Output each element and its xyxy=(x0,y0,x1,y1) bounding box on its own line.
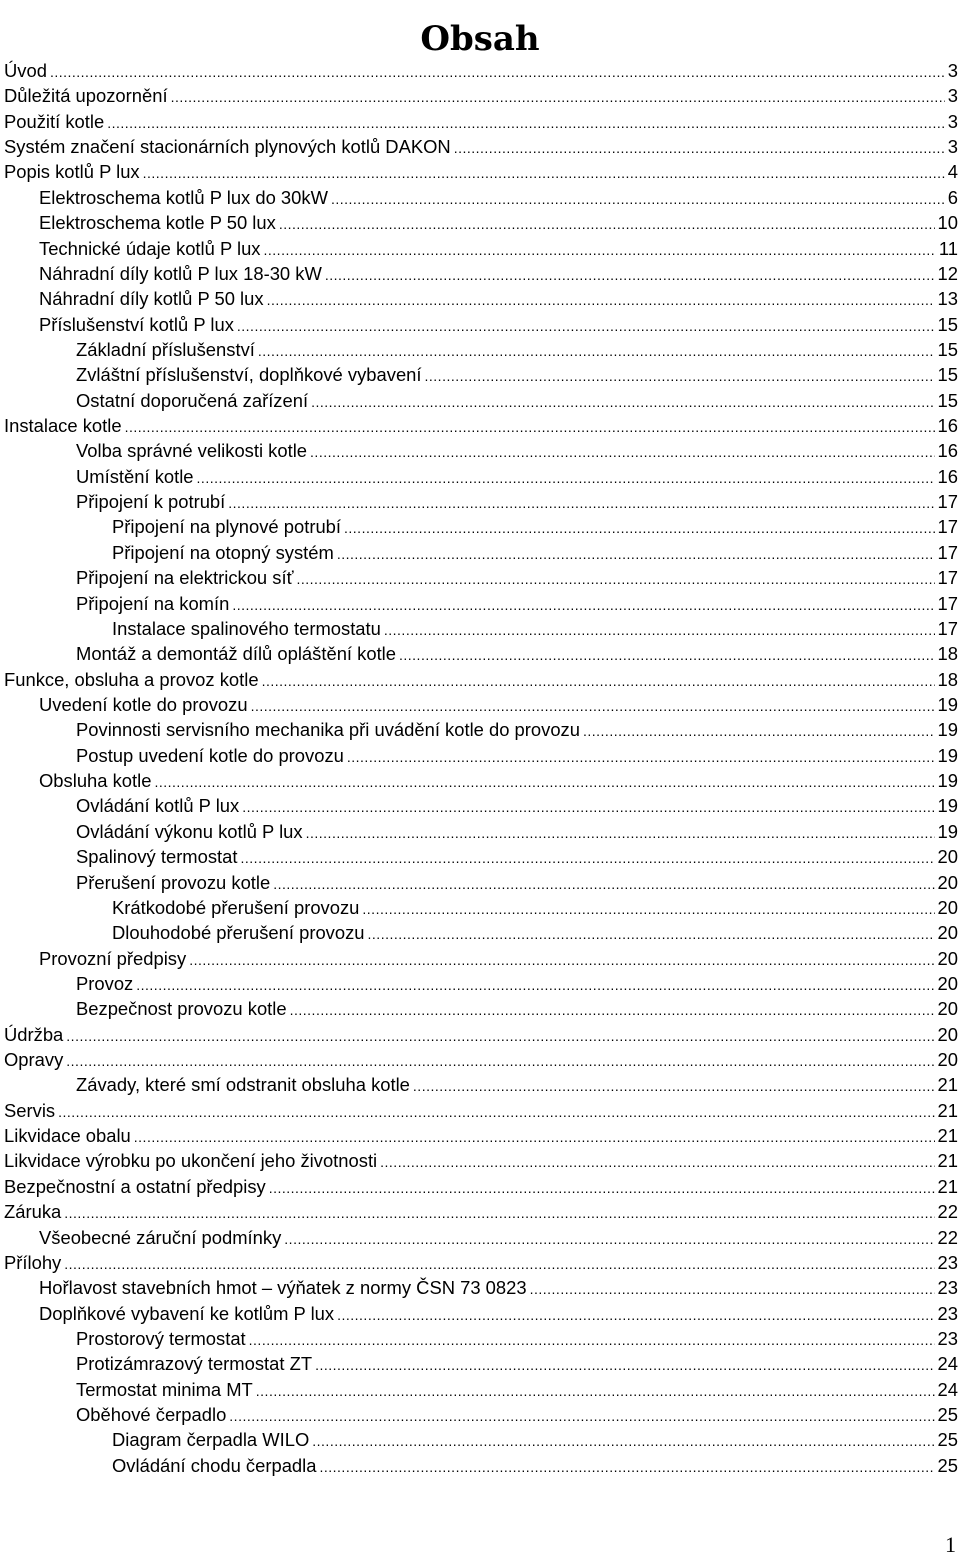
toc-entry-page: 23 xyxy=(937,1302,958,1324)
toc-dot-leader xyxy=(530,1277,935,1302)
toc-dot-leader xyxy=(50,60,945,85)
toc-entry[interactable] xyxy=(4,1098,958,1123)
toc-entry[interactable] xyxy=(4,1174,958,1199)
toc-entry-label: Závady, které smí odstranit obsluha kotle xyxy=(76,1074,410,1096)
toc-entry-page: 21 xyxy=(937,1125,958,1147)
toc-dot-leader xyxy=(64,1252,934,1277)
toc-entry-label: Připojení na elektrickou síť xyxy=(76,567,294,589)
toc-entry-label: Provozní předpisy xyxy=(39,947,187,969)
toc-dot-leader xyxy=(384,618,935,643)
toc-entry-label: Přílohy xyxy=(4,1251,62,1273)
toc-entry-label: Ostatní doporučená zařízení xyxy=(76,389,309,411)
toc-dot-leader xyxy=(256,1379,935,1404)
toc-entry-page: 11 xyxy=(938,237,958,259)
toc-dot-leader xyxy=(251,694,935,719)
toc-entry[interactable] xyxy=(4,109,958,134)
toc-dot-leader xyxy=(242,795,934,820)
toc-entry-page: 23 xyxy=(937,1277,958,1299)
toc-entry[interactable] xyxy=(4,236,958,261)
toc-entry-label: Oběhové čerpadlo xyxy=(76,1404,227,1426)
toc-entry-label: Příslušenství kotlů P lux xyxy=(39,313,234,335)
toc-dot-leader xyxy=(228,491,934,516)
toc-entry[interactable] xyxy=(4,793,958,818)
toc-dot-leader xyxy=(267,288,935,313)
toc-entry-page: 12 xyxy=(937,262,958,284)
toc-entry[interactable] xyxy=(4,489,958,514)
toc-entry[interactable] xyxy=(4,844,958,869)
toc-entry-page: 18 xyxy=(937,643,958,665)
toc-dot-leader xyxy=(125,415,935,440)
toc-entry[interactable] xyxy=(4,1199,958,1224)
toc-entry[interactable] xyxy=(4,743,958,768)
toc-dot-leader xyxy=(279,212,935,237)
toc-entry-page: 3 xyxy=(947,136,958,158)
page-title: Obsah xyxy=(420,18,540,59)
toc-dot-leader xyxy=(197,466,935,491)
toc-entry-label: Obsluha kotle xyxy=(39,770,152,792)
toc-entry[interactable] xyxy=(4,616,958,641)
toc-entry-page: 21 xyxy=(937,1175,958,1197)
toc-dot-leader xyxy=(241,846,935,871)
toc-dot-leader xyxy=(325,263,935,288)
toc-entry-label: Záruka xyxy=(4,1201,62,1223)
toc-entry-label: Povinnosti servisního mechanika při uvádění kotle do provozu xyxy=(76,719,580,741)
toc-dot-leader xyxy=(312,1429,934,1454)
toc-entry[interactable] xyxy=(4,692,958,717)
toc-entry-label: Dlouhodobé přerušení provozu xyxy=(112,922,365,944)
toc-entry-page: 17 xyxy=(937,541,958,563)
toc-entry-page: 16 xyxy=(937,415,958,437)
toc-entry-label: Volba správné velikosti kotle xyxy=(76,440,308,462)
toc-entry[interactable] xyxy=(4,286,958,311)
toc-entry[interactable] xyxy=(4,159,958,184)
toc-entry[interactable] xyxy=(4,438,958,463)
toc-entry-label: Použití kotle xyxy=(4,110,105,132)
toc-entry[interactable] xyxy=(4,312,958,337)
toc-entry-label: Hořlavost stavebních hmot – výňatek z normy ČSN 73 0823 xyxy=(39,1277,527,1299)
toc-entry-page: 19 xyxy=(937,770,958,792)
toc-entry[interactable] xyxy=(4,83,958,108)
toc-entry-page: 4 xyxy=(947,161,958,183)
toc-entry-page: 19 xyxy=(937,719,958,741)
toc-entry[interactable] xyxy=(4,185,958,210)
toc-entry-label: Náhradní díly kotlů P lux 18-30 kW xyxy=(39,262,322,284)
toc-entry-page: 3 xyxy=(947,110,958,132)
toc-entry-label: Provoz xyxy=(76,972,134,994)
toc-entry[interactable] xyxy=(4,920,958,945)
toc-dot-leader xyxy=(262,669,935,694)
toc-entry-page: 20 xyxy=(937,896,958,918)
toc-dot-leader xyxy=(454,136,945,161)
toc-dot-leader xyxy=(66,1049,934,1074)
toc-dot-leader xyxy=(296,567,934,592)
toc-dot-leader xyxy=(264,238,936,263)
toc-dot-leader xyxy=(337,1303,934,1328)
toc-dot-leader xyxy=(362,897,934,922)
toc-entry[interactable] xyxy=(4,819,958,844)
toc-entry[interactable] xyxy=(4,540,958,565)
toc-entry-page: 3 xyxy=(947,85,958,107)
toc-entry-page: 17 xyxy=(937,592,958,614)
toc-entry-page: 6 xyxy=(947,186,958,208)
toc-entry-label: Protizámrazový termostat ZT xyxy=(76,1353,313,1375)
toc-entry-label: Instalace spalinového termostatu xyxy=(112,617,381,639)
toc-entry-label: Ovládání kotlů P lux xyxy=(76,795,240,817)
toc-entry-page: 20 xyxy=(937,871,958,893)
toc-dot-leader xyxy=(143,161,945,186)
toc-entry[interactable] xyxy=(4,1453,958,1478)
toc-entry-label: Likvidace obalu xyxy=(4,1125,131,1147)
toc-dot-leader xyxy=(290,998,935,1023)
toc-dot-leader xyxy=(583,719,935,744)
toc-entry-label: Údržba xyxy=(4,1023,64,1045)
toc-entry-label: Základní příslušenství xyxy=(76,338,255,360)
toc-dot-leader xyxy=(58,1100,934,1125)
toc-dot-leader xyxy=(413,1074,935,1099)
toc-entry-label: Postup uvedení kotle do provozu xyxy=(76,744,344,766)
toc-entry[interactable] xyxy=(4,261,958,286)
toc-entry[interactable] xyxy=(4,946,958,971)
toc-entry[interactable] xyxy=(4,1427,958,1452)
toc-entry-page: 25 xyxy=(937,1404,958,1426)
toc-entry-label: Doplňkové vybavení ke kotlům P lux xyxy=(39,1302,335,1324)
toc-entry[interactable] xyxy=(4,337,958,362)
toc-entry[interactable] xyxy=(4,1326,958,1351)
toc-dot-leader xyxy=(229,1404,934,1429)
toc-entry-label: Servis xyxy=(4,1099,56,1121)
toc-entry-label: Systém značení stacionárních plynových kotlů DAKON xyxy=(4,136,451,158)
toc-entry-page: 16 xyxy=(937,440,958,462)
toc-entry-label: Popis kotlů P lux xyxy=(4,161,140,183)
toc-entry-label: Všeobecné záruční podmínky xyxy=(39,1226,282,1248)
toc-dot-leader xyxy=(311,390,934,415)
toc-entry-page: 20 xyxy=(937,1049,958,1071)
toc-entry-page: 15 xyxy=(937,313,958,335)
toc-dot-leader xyxy=(399,643,935,668)
toc-dot-leader xyxy=(189,948,934,973)
toc-entry[interactable] xyxy=(4,1022,958,1047)
toc-entry-label: Bezpečnostní a ostatní předpisy xyxy=(4,1175,266,1197)
toc-entry[interactable] xyxy=(4,514,958,539)
toc-entry[interactable] xyxy=(4,1072,958,1097)
toc-entry-page: 23 xyxy=(937,1251,958,1273)
toc-dot-leader xyxy=(154,770,934,795)
toc-dot-leader xyxy=(66,1024,934,1049)
toc-entry[interactable] xyxy=(4,641,958,666)
toc-entry[interactable] xyxy=(4,717,958,742)
toc-entry[interactable] xyxy=(4,768,958,793)
toc-entry-page: 15 xyxy=(937,364,958,386)
toc-entry-label: Umístění kotle xyxy=(76,465,194,487)
toc-entry[interactable] xyxy=(4,413,958,438)
toc-entry-page: 20 xyxy=(937,922,958,944)
toc-entry-page: 20 xyxy=(937,1023,958,1045)
toc-entry-page: 16 xyxy=(937,465,958,487)
toc-dot-leader xyxy=(306,821,935,846)
toc-entry-page: 15 xyxy=(937,338,958,360)
toc-dot-leader xyxy=(319,1455,934,1480)
toc-dot-leader xyxy=(315,1353,934,1378)
toc-entry[interactable] xyxy=(4,1148,958,1173)
toc-entry-label: Krátkodobé přerušení provozu xyxy=(112,896,360,918)
toc-entry-label: Elektroschema kotlů P lux do 30kW xyxy=(39,186,328,208)
toc-entry-label: Přerušení provozu kotle xyxy=(76,871,271,893)
toc-entry-label: Likvidace výrobku po ukončení jeho životnosti xyxy=(4,1150,378,1172)
toc-entry[interactable] xyxy=(4,134,958,159)
toc-entry-label: Ovládání chodu čerpadla xyxy=(112,1454,317,1476)
page-number: 1 xyxy=(945,1532,956,1557)
toc-entry-page: 21 xyxy=(937,1074,958,1096)
toc-dot-leader xyxy=(107,111,945,136)
toc-entry-label: Opravy xyxy=(4,1049,64,1071)
toc-entry[interactable] xyxy=(4,1402,958,1427)
toc-entry[interactable] xyxy=(4,1225,958,1250)
toc-entry[interactable] xyxy=(4,667,958,692)
toc-entry-label: Diagram čerpadla WILO xyxy=(112,1429,310,1451)
toc-entry-label: Úvod xyxy=(4,60,47,81)
toc-entry-page: 10 xyxy=(937,212,958,234)
toc-entry-page: 22 xyxy=(937,1201,958,1223)
toc-dot-leader xyxy=(232,593,934,618)
toc-entry-label: Bezpečnost provozu kotle xyxy=(76,998,287,1020)
toc-entry-label: Spalinový termostat xyxy=(76,846,238,868)
toc-dot-leader xyxy=(347,745,935,770)
toc-entry[interactable] xyxy=(4,1275,958,1300)
toc-entry-label: Termostat minima MT xyxy=(76,1378,253,1400)
toc-entry-page: 21 xyxy=(937,1099,958,1121)
toc-entry-label: Připojení na komín xyxy=(76,592,230,614)
toc-entry-label: Technické údaje kotlů P lux xyxy=(39,237,261,259)
toc-entry-page: 24 xyxy=(937,1378,958,1400)
toc-entry-page: 20 xyxy=(937,998,958,1020)
toc-entry-page: 25 xyxy=(937,1454,958,1476)
toc-entry[interactable] xyxy=(4,210,958,235)
toc-dot-leader xyxy=(136,973,934,998)
toc-entry[interactable] xyxy=(4,565,958,590)
toc-entry-label: Připojení k potrubí xyxy=(76,491,226,513)
toc-entry-label: Důležitá upozornění xyxy=(4,85,168,107)
toc-entry-page: 15 xyxy=(937,389,958,411)
toc-entry[interactable] xyxy=(4,1301,958,1326)
toc-dot-leader xyxy=(237,314,935,339)
toc-dot-leader xyxy=(258,339,935,364)
toc-entry-page: 23 xyxy=(937,1327,958,1349)
toc-entry-label: Prostorový termostat xyxy=(76,1327,246,1349)
toc-entry-page: 22 xyxy=(937,1226,958,1248)
toc-entry[interactable] xyxy=(4,971,958,996)
toc-dot-leader xyxy=(273,872,934,897)
toc-dot-leader xyxy=(269,1176,935,1201)
toc-entry-label: Instalace kotle xyxy=(4,415,122,437)
toc-entry-label: Funkce, obsluha a provoz kotle xyxy=(4,668,259,690)
toc-entry-page: 20 xyxy=(937,846,958,868)
toc-entry-page: 19 xyxy=(937,693,958,715)
toc-entry-page: 21 xyxy=(937,1150,958,1172)
toc-entry-page: 18 xyxy=(937,668,958,690)
toc-dot-leader xyxy=(284,1227,934,1252)
toc-entry-label: Náhradní díly kotlů P 50 lux xyxy=(39,288,264,310)
toc-entry-page: 25 xyxy=(937,1429,958,1451)
toc-entry-label: Elektroschema kotle P 50 lux xyxy=(39,212,276,234)
toc-entry[interactable] xyxy=(4,895,958,920)
toc-entry[interactable] xyxy=(4,1377,958,1402)
toc-dot-leader xyxy=(337,542,935,567)
toc-entry-label: Připojení na otopný systém xyxy=(112,541,334,563)
toc-entry[interactable] xyxy=(4,1123,958,1148)
toc-entry-page: 17 xyxy=(937,617,958,639)
toc-entry-page: 3 xyxy=(947,60,958,81)
toc-entry[interactable] xyxy=(4,362,958,387)
toc-entry-page: 20 xyxy=(937,947,958,969)
toc-entry-page: 24 xyxy=(937,1353,958,1375)
toc-dot-leader xyxy=(134,1125,935,1150)
toc-entry[interactable] xyxy=(4,58,958,83)
toc-dot-leader xyxy=(331,187,945,212)
toc-dot-leader xyxy=(380,1150,934,1175)
toc-entry-page: 20 xyxy=(937,972,958,994)
toc-entry-label: Připojení na plynové potrubí xyxy=(112,516,342,538)
toc-entry-label: Zvláštní příslušenství, doplňkové vybavení xyxy=(76,364,422,386)
toc-entry-page: 13 xyxy=(937,288,958,310)
toc-entry[interactable] xyxy=(4,388,958,413)
toc-dot-leader xyxy=(310,440,934,465)
toc-entry-page: 19 xyxy=(937,795,958,817)
table-of-contents xyxy=(4,58,958,1478)
toc-entry-page: 17 xyxy=(937,491,958,513)
toc-entry-page: 17 xyxy=(937,516,958,538)
toc-entry-label: Ovládání výkonu kotlů P lux xyxy=(76,820,303,842)
toc-entry[interactable] xyxy=(4,1250,958,1275)
toc-entry[interactable] xyxy=(4,1351,958,1376)
toc-entry-page: 19 xyxy=(937,820,958,842)
toc-dot-leader xyxy=(344,516,935,541)
toc-dot-leader xyxy=(368,922,935,947)
toc-dot-leader xyxy=(64,1201,934,1226)
toc-entry-label: Uvedení kotle do provozu xyxy=(39,693,248,715)
toc-entry-page: 17 xyxy=(937,567,958,589)
toc-entry-label: Montáž a demontáž dílů opláštění kotle xyxy=(76,643,396,665)
toc-dot-leader xyxy=(249,1328,935,1353)
toc-dot-leader xyxy=(425,364,935,389)
toc-entry[interactable] xyxy=(4,870,958,895)
toc-entry[interactable] xyxy=(4,1047,958,1072)
toc-entry-page: 19 xyxy=(937,744,958,766)
toc-entry[interactable] xyxy=(4,996,958,1021)
toc-dot-leader xyxy=(171,85,945,110)
toc-entry[interactable] xyxy=(4,591,958,616)
toc-entry[interactable] xyxy=(4,464,958,489)
